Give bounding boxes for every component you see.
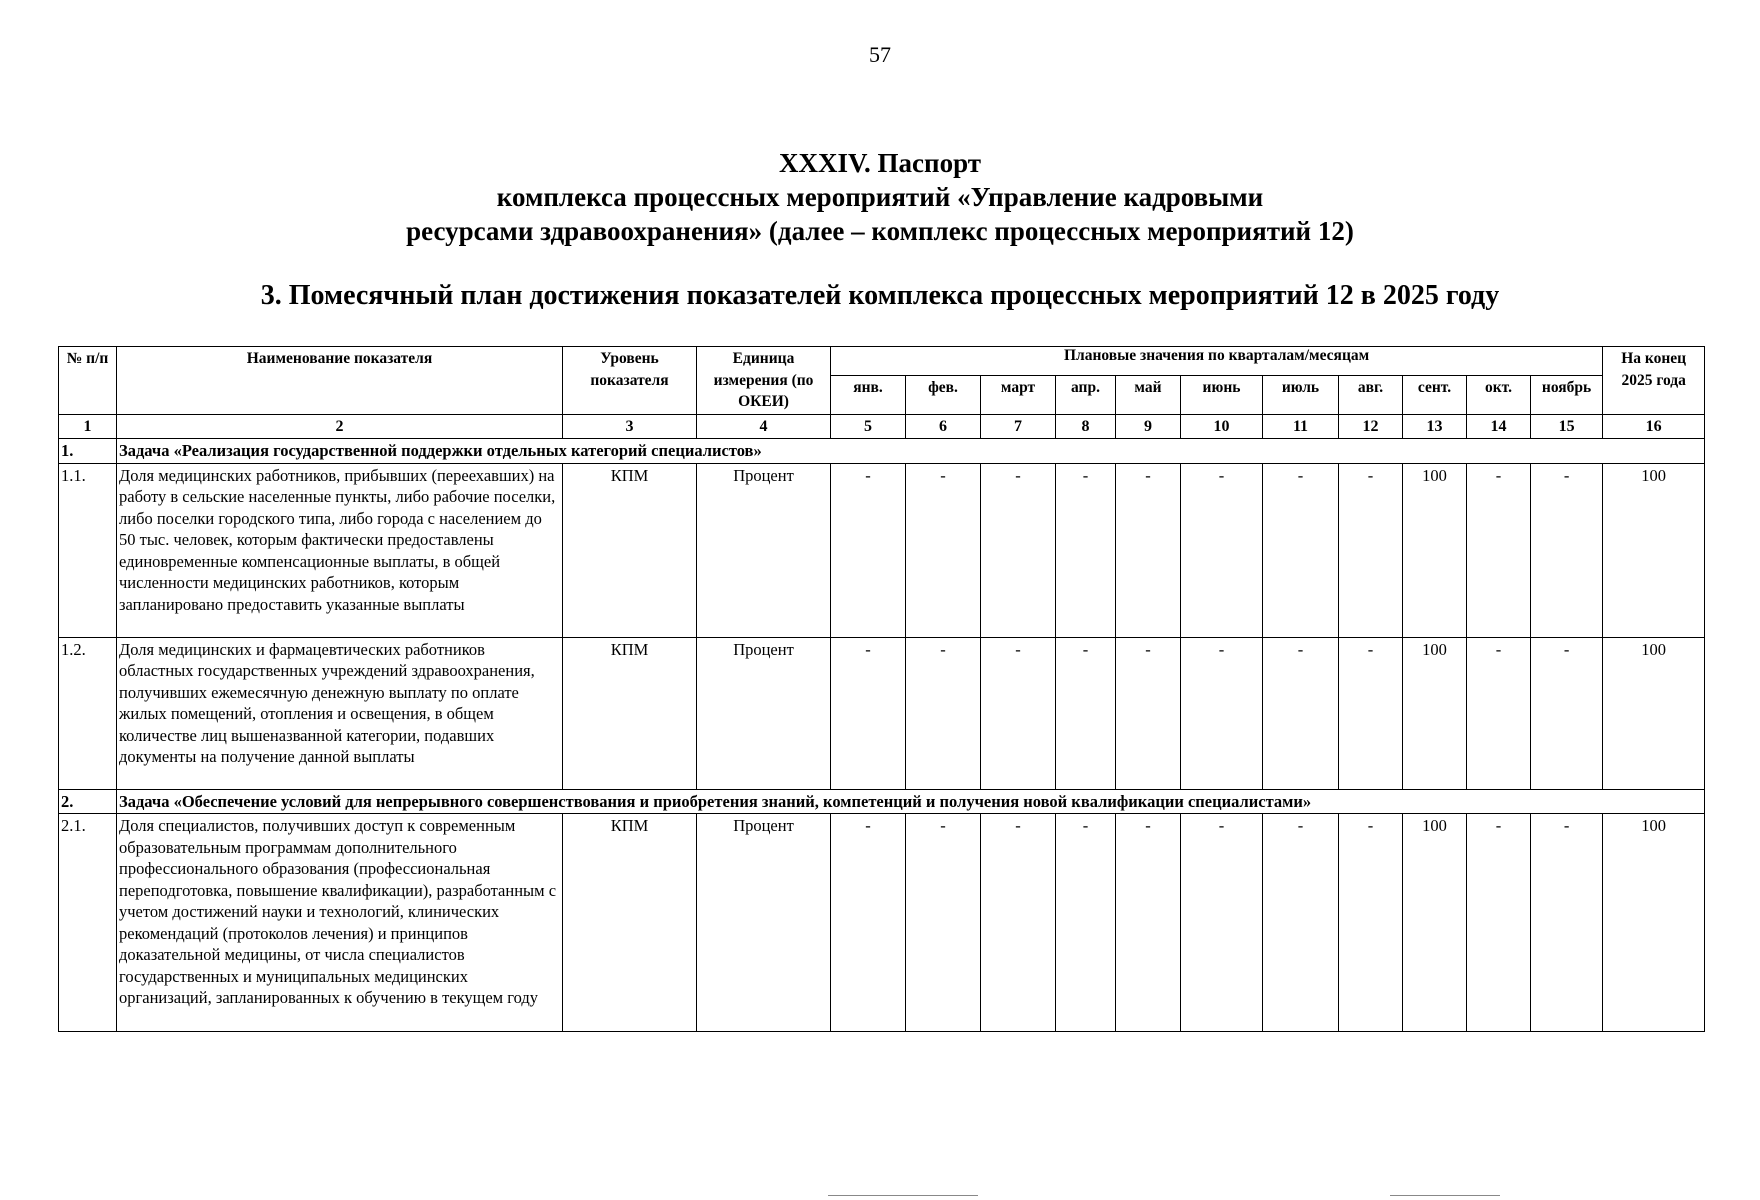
task-number: 2. bbox=[59, 789, 117, 814]
month-value: - bbox=[906, 463, 981, 637]
month-value: - bbox=[1116, 463, 1181, 637]
column-number: 2 bbox=[117, 414, 563, 439]
column-number: 9 bbox=[1116, 414, 1181, 439]
month-value: - bbox=[1339, 637, 1403, 789]
column-number: 6 bbox=[906, 414, 981, 439]
indicator-unit: Процент bbox=[697, 637, 831, 789]
column-number: 8 bbox=[1056, 414, 1116, 439]
header-month: авг. bbox=[1339, 376, 1403, 414]
indicator-name: Доля медицинских работников, прибывших (переехавших) на работу в сельские населенные пункты, либо рабочие поселки, либо поселки городского типа, либо города с населением до 50 тыс. человек, которым фактически предоставлены единовременные компенсационные выплаты, в общей численности медицинских работников, которым запланировано предоставить указанные выплаты bbox=[117, 463, 563, 637]
column-number: 10 bbox=[1181, 414, 1263, 439]
header-month: фев. bbox=[906, 376, 981, 414]
month-value: - bbox=[831, 463, 906, 637]
header-month: март bbox=[981, 376, 1056, 414]
column-number: 5 bbox=[831, 414, 906, 439]
month-value: 100 bbox=[1403, 463, 1467, 637]
column-number: 11 bbox=[1263, 414, 1339, 439]
month-value: - bbox=[1531, 463, 1603, 637]
task-title: Задача «Обеспечение условий для непрерывного совершенствования и приобретения знаний, компетенций и получения новой квалификации специалистами» bbox=[117, 789, 1705, 814]
month-value: - bbox=[981, 814, 1056, 1032]
indicator-unit: Процент bbox=[697, 814, 831, 1032]
header-month: янв. bbox=[831, 376, 906, 414]
column-number: 13 bbox=[1403, 414, 1467, 439]
indicator-level: КПМ bbox=[563, 814, 697, 1032]
indicator-name: Доля специалистов, получивших доступ к современным образовательным программам дополнительного профессионального образования (профессиональная переподготовка, повышение квалификации), разработанным с учетом достижений науки и технологий, клинических рекомендаций (протоколов лечения) и принципов доказательной медицины, от числа специалистов государственных и муниципальных медицинских организаций, запланированных к обучению в текущем году bbox=[117, 814, 563, 1032]
month-value: - bbox=[1531, 637, 1603, 789]
row-number: 2.1. bbox=[59, 814, 117, 1032]
indicator-level: КПМ bbox=[563, 637, 697, 789]
month-value: - bbox=[981, 637, 1056, 789]
task-row bbox=[59, 789, 1705, 814]
column-number: 7 bbox=[981, 414, 1056, 439]
header-num: № п/п bbox=[59, 347, 117, 415]
column-number: 16 bbox=[1603, 414, 1705, 439]
column-number-row bbox=[59, 414, 1705, 439]
month-value: - bbox=[906, 637, 981, 789]
header-month: июнь bbox=[1181, 376, 1263, 414]
month-value: - bbox=[1467, 637, 1531, 789]
month-value: - bbox=[1056, 463, 1116, 637]
page-number: 57 bbox=[869, 42, 891, 67]
month-value: - bbox=[1339, 463, 1403, 637]
month-value: - bbox=[831, 814, 906, 1032]
column-number: 1 bbox=[59, 414, 117, 439]
header-month: сент. bbox=[1403, 376, 1467, 414]
table-row bbox=[59, 463, 1705, 637]
indicator-name: Доля медицинских и фармацевтических работников областных государственных учреждений здравоохранения, получивших ежемесячную денежную выплату по оплате жилых помещений, отопления и освещения, в общем количестве лиц вышеназванной категории, подавших документы на получение данной выплаты bbox=[117, 637, 563, 789]
column-number: 4 bbox=[697, 414, 831, 439]
month-value: - bbox=[1263, 814, 1339, 1032]
month-value: - bbox=[1181, 814, 1263, 1032]
end-value: 100 bbox=[1603, 463, 1705, 637]
month-value: - bbox=[1531, 814, 1603, 1032]
table-row bbox=[59, 637, 1705, 789]
table-row bbox=[59, 814, 1705, 1032]
month-value: - bbox=[1181, 463, 1263, 637]
month-value: - bbox=[1339, 814, 1403, 1032]
column-number: 3 bbox=[563, 414, 697, 439]
indicator-unit: Процент bbox=[697, 463, 831, 637]
scan-artifact bbox=[828, 1195, 978, 1196]
header-month: июль bbox=[1263, 376, 1339, 414]
header-month: май bbox=[1116, 376, 1181, 414]
month-value: 100 bbox=[1403, 637, 1467, 789]
month-value: - bbox=[1116, 637, 1181, 789]
task-title: Задача «Реализация государственной поддержки отдельных категорий специалистов» bbox=[117, 439, 1705, 464]
section-subtitle: 3. Помесячный план достижения показателей комплекса процессных мероприятий 12 в 2025 году bbox=[260, 280, 1500, 311]
month-value: - bbox=[831, 637, 906, 789]
month-value: - bbox=[1056, 637, 1116, 789]
month-value: - bbox=[1056, 814, 1116, 1032]
month-value: - bbox=[1263, 463, 1339, 637]
column-number: 12 bbox=[1339, 414, 1403, 439]
month-value: - bbox=[1263, 637, 1339, 789]
end-value: 100 bbox=[1603, 814, 1705, 1032]
monthly-plan-table bbox=[58, 346, 1705, 1032]
row-number: 1.2. bbox=[59, 637, 117, 789]
month-value: 100 bbox=[1403, 814, 1467, 1032]
month-value: - bbox=[981, 463, 1056, 637]
task-number: 1. bbox=[59, 439, 117, 464]
header-level: Уровень показателя bbox=[563, 347, 697, 415]
month-value: - bbox=[1181, 637, 1263, 789]
column-number: 15 bbox=[1531, 414, 1603, 439]
title-line-3: ресурсами здравоохранения» (далее – комплекс процессных мероприятий 12) bbox=[406, 216, 1354, 246]
column-number: 14 bbox=[1467, 414, 1531, 439]
end-value: 100 bbox=[1603, 637, 1705, 789]
month-value: - bbox=[906, 814, 981, 1032]
header-name: Наименование показателя bbox=[117, 347, 563, 415]
title-line-1: XXXIV. Паспорт bbox=[779, 148, 981, 178]
scan-artifact bbox=[1390, 1195, 1500, 1196]
month-value: - bbox=[1116, 814, 1181, 1032]
indicator-level: КПМ bbox=[563, 463, 697, 637]
header-month: ноябрь bbox=[1531, 376, 1603, 414]
title-line-2: комплекса процессных мероприятий «Управление кадровыми bbox=[496, 182, 1264, 212]
header-month: окт. bbox=[1467, 376, 1531, 414]
header-month: апр. bbox=[1056, 376, 1116, 414]
header-end: На конец 2025 года bbox=[1603, 347, 1705, 415]
task-row bbox=[59, 439, 1705, 464]
month-value: - bbox=[1467, 463, 1531, 637]
header-planned: Плановые значения по кварталам/месяцам bbox=[831, 347, 1603, 376]
header-unit: Единица измерения (по ОКЕИ) bbox=[697, 347, 831, 415]
month-value: - bbox=[1467, 814, 1531, 1032]
row-number: 1.1. bbox=[59, 463, 117, 637]
document-title bbox=[60, 146, 1700, 248]
